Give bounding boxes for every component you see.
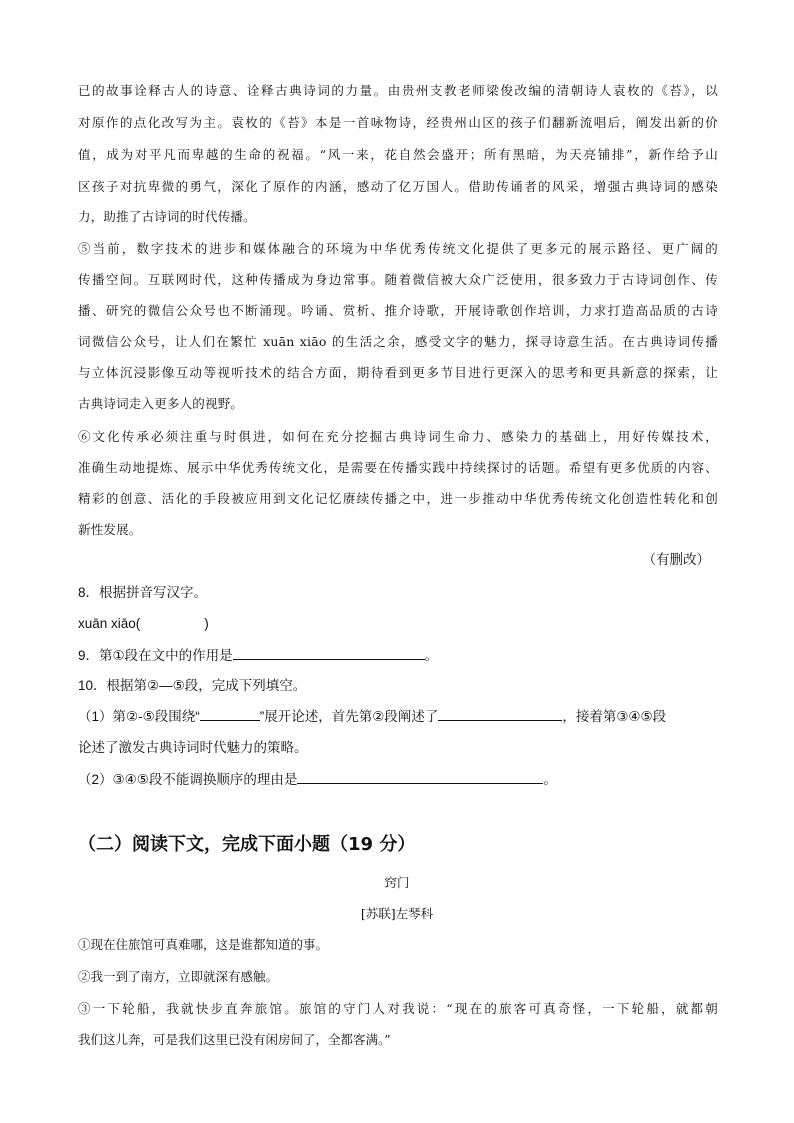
story-line: ②我一到了南方，立即就深有感触。 (78, 969, 279, 984)
period: 。 (424, 648, 439, 663)
closing-paren: ) (204, 616, 209, 631)
story-line: ①现在住旅馆可真难哪，这是谁都知道的事。 (78, 937, 329, 952)
question-8: 8．根据拼音写汉字。 (78, 585, 208, 600)
answer-blank[interactable] (233, 645, 425, 660)
question-9-text: 9．第①段在文中的作用是 (78, 648, 233, 663)
paragraph-line: 精彩的创意、活化的手段被应用到文化记忆赓续传播之中，进一步推动中华优秀传统文化创造性转化和创 (78, 491, 718, 506)
period: 。 (543, 772, 557, 787)
question-10-1 (78, 706, 666, 728)
answer-blank[interactable] (438, 706, 562, 721)
answer-blank[interactable] (200, 706, 260, 721)
paragraph-line: ⑥文化传承必须注重与时俱进，如何在充分挖掘古典诗词生命力、感染力的基础上，用好传媒技术， (78, 429, 718, 444)
paragraph-line: ⑤当前，数字技术的进步和媒体融合的环境为中华优秀传统文化提供了更多元的展示路径、更广阔的 (78, 241, 718, 256)
question-10-1-text: ，接着第③④⑤段 (562, 709, 667, 724)
question-10: 10．根据第②—⑤段，完成下列填空。 (78, 678, 307, 693)
story-line: ③一下轮船，我就快步直奔旅馆。旅馆的守门人对我说：“现在的旅客可真奇怪，一下轮船，就都朝 (78, 1001, 718, 1016)
paragraph-line: 准确生动地提炼、展示中华优秀传统文化，是需要在传播实践中持续探讨的话题。希望有更多优质的内容、 (78, 460, 718, 475)
pinyin-prompt: xuān xiāo( (78, 616, 141, 631)
question-10-2 (78, 769, 557, 791)
paragraph-line: 值，成为对平凡而卑越的生命的祝福。“风一来，花自然会盛开；所有黑暗，为天亮铺排”，新作给予山 (78, 147, 718, 162)
question-9 (78, 645, 438, 667)
paragraph-line: 新性发展。 (78, 522, 142, 537)
paragraph-line: 与立体沉浸影像互动等视听技术的结合方面，期待看到更多节目进行更深入的思考和更具新意的探索，让 (78, 365, 718, 380)
question-10-1-text: （1）第②-⑤段围绕“ (78, 709, 200, 724)
story-title: 窍门 (384, 875, 410, 890)
question-10-1-cont: 论述了激发古典诗词时代魅力的策略。 (78, 740, 308, 755)
story-author: [苏联]左琴科 (360, 906, 434, 921)
paragraph-line: 传播空间。互联网时代，这种传播成为身边常事。随着微信被大众广泛使用，很多致力于古诗词创作、传 (78, 272, 718, 287)
story-line: 我们这儿奔，可是我们这里已没有闲房间了，全都客满。” (78, 1032, 391, 1047)
source-note: （有删改） (642, 552, 710, 567)
paragraph-line: 词微信公众号，让人们在繁忙 xuān xiāo 的生活之余，感受文字的魅力，探寻诗意生活。在古典诗词传播 (78, 334, 718, 349)
question-10-2-text: （2）③④⑤段不能调换顺序的理由是 (78, 772, 298, 787)
question-10-1-text: ”展开论述，首先第②段阐述了 (259, 709, 439, 724)
answer-blank[interactable] (297, 769, 543, 784)
section-heading: （二）阅读下文，完成下面小题（19 分） (78, 834, 416, 855)
paragraph-line: 对原作的点化改写为主。袁枚的《苔》本是一首咏物诗，经贵州山区的孩子们翻新流唱后，阐发出新的价 (78, 115, 718, 130)
paragraph-line: 力，助推了古诗词的时代传播。 (78, 209, 256, 224)
paragraph-line: 播、研究的微信公众号也不断涌现。吟诵、赏析、推介诗歌，开展诗歌创作培训，力求打造高品质的古诗 (78, 303, 718, 318)
paragraph-line: 已的故事诠释古人的诗意、诠释古典诗词的力量。由贵州支教老师梁俊改编的清朝诗人袁枚的《苔》，以 (78, 83, 718, 98)
question-8-answer-line (78, 613, 209, 635)
paragraph-line: 古典诗词走入更多人的视野。 (78, 396, 244, 411)
paragraph-line: 区孩子对抗卑微的勇气，深化了原作的内涵，感动了亿万国人。借助传诵者的风采，增强古典诗词的感染 (78, 179, 718, 194)
